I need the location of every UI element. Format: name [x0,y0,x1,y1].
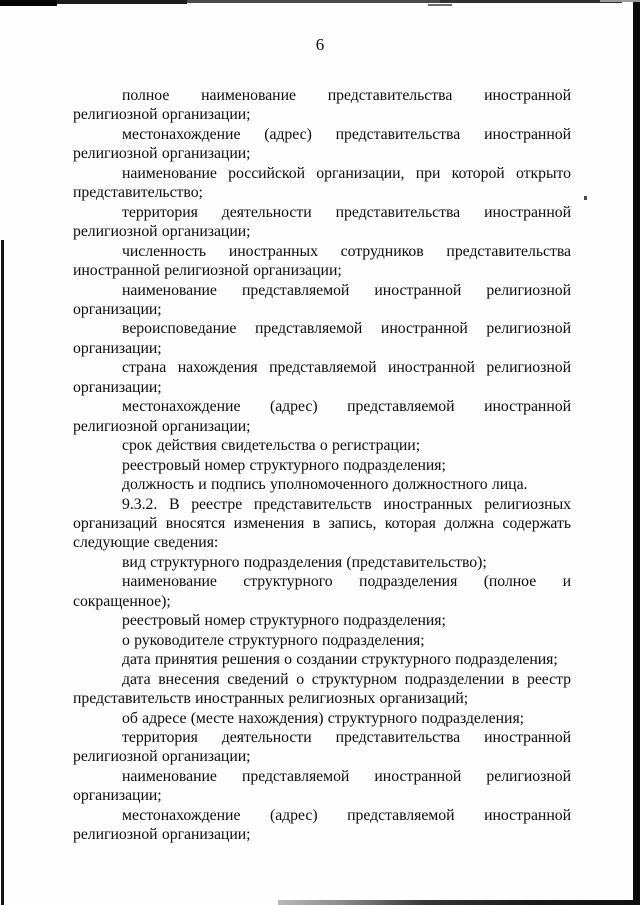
paragraph: полное наименование представительства иностранной религиозной организации; [73,87,571,124]
scan-speck [584,196,587,200]
paragraph: наименование представляемой иностранной религиозной организации; [73,281,571,318]
paragraph: 9.3.2. В реестре представительств иностранных религиозных организаций вносятся изменения в запись, которая должна содержать следующие сведения: [73,495,571,552]
paragraph: территория деятельности представительства иностранной религиозной организации; [73,203,571,241]
paragraph: местонахождение (адрес) представительства иностранной религиозной организации; [73,125,571,163]
paragraph: срок действия свидетельства о регистрации; [122,437,421,455]
scan-artifact-left-edge [1,240,4,905]
paragraph: об адресе (месте нахождения) структурного подразделения; [122,709,524,727]
scan-artifact-top-edge [57,0,187,4]
scan-artifact-top-edge [0,0,57,6]
scan-artifact-bottom-edge [278,900,640,905]
paragraph: реестровый номер структурного подразделения; [122,456,446,474]
paragraph: территория деятельности представительства иностранной религиозной организации; [73,728,571,766]
paragraph: наименование структурного подразделения (полное и сокращенное); [73,573,571,610]
paragraph: дата принятия решения о создании структурного подразделения; [122,651,558,669]
paragraph: о руководителе структурного подразделения; [122,631,425,649]
paragraph: страна нахождения представляемой иностранной религиозной организации; [73,359,571,396]
paragraph: вид структурного подразделения (представительство); [122,553,487,571]
paragraph: наименование российской организации, при которой открыто представительство; [73,164,571,202]
paragraph: должность и подпись уполномоченного должностного лица. [122,476,528,494]
scan-artifact-right-edge [633,2,640,905]
paragraph: реестровый номер структурного подразделения; [122,612,446,630]
scan-artifact-top-edge [440,0,622,3]
paragraph: дата внесения сведений о структурном подразделении в реестр представительств иностранных религиозных организаций; [73,670,571,708]
paragraph: местонахождение (адрес) представляемой иностранной религиозной организации; [73,398,571,435]
paragraph: наименование представляемой иностранной религиозной организации; [73,767,571,805]
page-number: 6 [315,35,325,54]
scan-artifact-top-edge [187,0,440,3]
paragraph: местонахождение (адрес) представляемой иностранной религиозной организации; [73,806,571,844]
paragraph: численность иностранных сотрудников представительства иностранной религиозной организации; [73,242,571,280]
scan-speck [428,4,452,6]
paragraph: вероисповедание представляемой иностранной религиозной организации; [73,320,571,357]
document-body [73,86,571,845]
